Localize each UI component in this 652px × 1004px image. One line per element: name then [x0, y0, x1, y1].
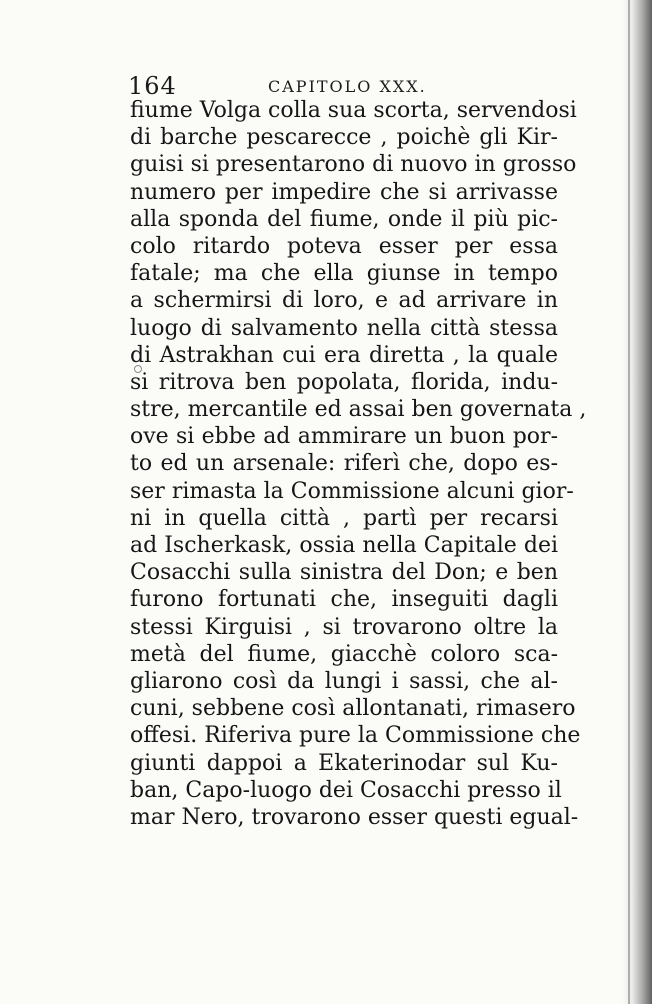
text-line: offesi. Riferiva pure la Commissione che [130, 723, 581, 749]
text-line: stre, mercantile ed assai ben governata , [130, 397, 587, 423]
text-line: cuni, sebbene così allontanati, rimasero [130, 696, 576, 722]
text-line: giunti dappoi a Ekaterinodar sul Ku- [130, 750, 558, 776]
text-line: ser rimasta la Commissione alcuni gior- [130, 478, 574, 504]
page-number: 164 [128, 72, 177, 100]
text-line: furono fortunati che, inseguiti dagli [130, 587, 558, 613]
text-line: di barche pescarecce , poichè gli Kir- [130, 125, 558, 151]
text-line: Cosacchi sulla sinistra del Don; e ben [130, 560, 558, 586]
text-line: ad Ischerkask, ossia nella Capitale dei [130, 533, 558, 558]
text-line: colo ritardo poteva esser per essa [130, 233, 558, 259]
text-line: stessi Kirguisi , si trovarono oltre la [130, 614, 558, 640]
text-line: numero per impedire che si arrivasse [130, 179, 558, 205]
text-line: ni in quella città , partì per recarsi [130, 505, 558, 531]
text-line: to ed un arsenale: riferì che, dopo es- [130, 451, 558, 477]
text-line: di Astrakhan cui era diretta , la quale [130, 342, 558, 368]
text-line: ove si ebbe ad ammirare un buon por- [130, 424, 558, 450]
text-line: a schermirsi di loro, e ad arrivare in [130, 288, 558, 314]
text-line: gliarono così da lungi i sassi, che al- [130, 668, 558, 694]
text-line: luogo di salvamento nella città stessa [130, 315, 558, 341]
text-line: guisi si presentarono di nuovo in grosso [130, 152, 577, 178]
gutter-line [628, 0, 630, 1004]
gutter-shadow [622, 0, 652, 1004]
chapter-title: CAPITOLO XXX. [268, 77, 427, 96]
text-line: ban, Capo-luogo dei Cosacchi presso il [130, 777, 562, 803]
body-text [130, 97, 587, 831]
text-line: metà del fiume, giacchè coloro sca- [130, 641, 558, 667]
text-line: mar Nero, trovarono esser questi egual- [130, 804, 579, 830]
text-line: fiume Volga colla sua scorta, servendosi [130, 98, 577, 123]
text-line: si ritrova ben popolata, florida, indu- [130, 369, 558, 395]
text-line: alla sponda del fiume, onde il più pic- [130, 206, 558, 232]
text-line: fatale; ma che ella giunse in tempo [130, 261, 558, 287]
